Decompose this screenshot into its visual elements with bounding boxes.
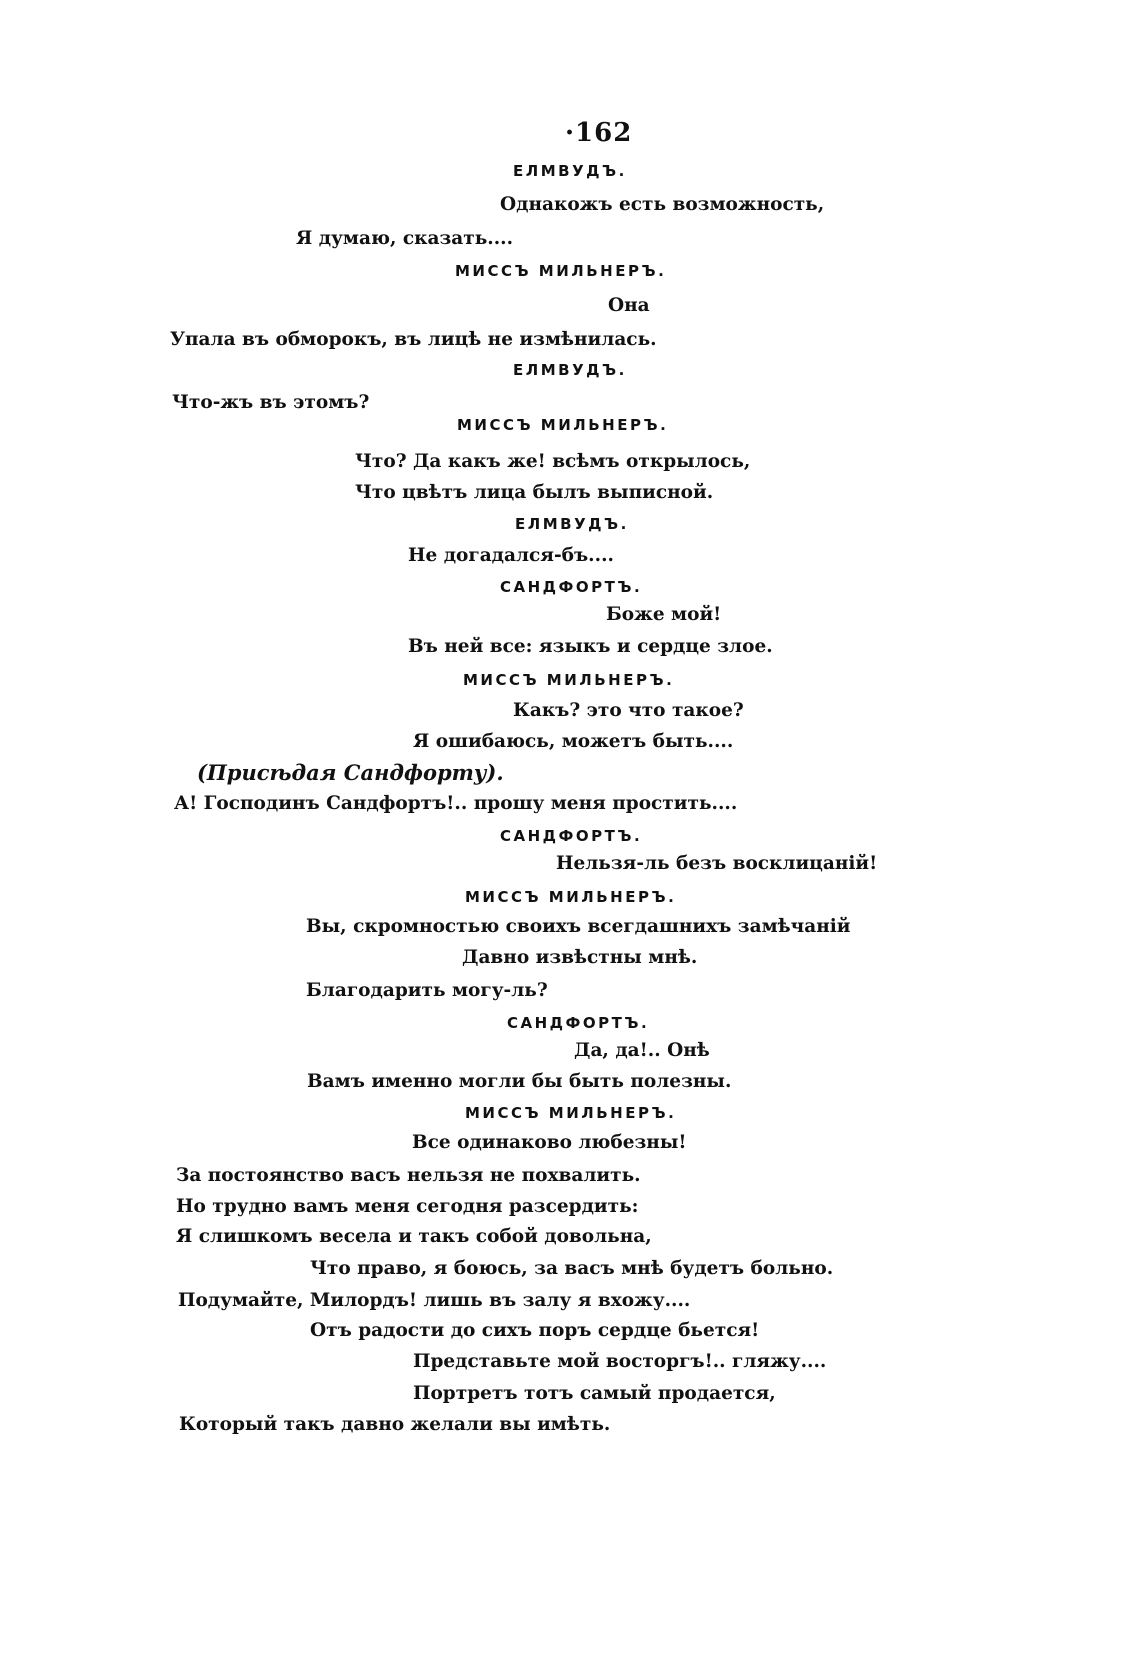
verse-line: Отъ радости до сихъ поръ сердце бьется! (310, 1320, 760, 1341)
verse-line: Вамъ именно могли бы быть полезны. (307, 1071, 732, 1092)
page-number: ·162 (565, 118, 633, 148)
verse-line: Въ ней все: языкъ и сердце злое. (408, 636, 773, 657)
speaker-name: ЕЛМВУДЪ. (513, 162, 627, 180)
verse-line: Упала въ обморокъ, въ лицѣ не измѣнилась. (170, 329, 657, 350)
speaker-name: ЕЛМВУДЪ. (513, 361, 627, 379)
verse-line: Портретъ тотъ самый продается, (413, 1383, 776, 1404)
verse-line: Боже мой! (606, 604, 722, 625)
speaker-name: МИССЪ МИЛЬНЕРЪ. (455, 262, 667, 280)
speaker-name: МИССЪ МИЛЬНЕРЪ. (465, 888, 677, 906)
verse-line: Какъ? это что такое? (513, 700, 744, 721)
verse-line: Представьте мой восторгъ!.. гляжу.... (413, 1351, 827, 1372)
verse-line: Однакожъ есть возможность, (500, 194, 825, 215)
verse-line: Что-жъ въ этомъ? (172, 392, 370, 413)
verse-line: Благодарить могу-ль? (306, 980, 548, 1001)
verse-line: Что право, я боюсь, за васъ мнѣ будетъ больно. (310, 1258, 834, 1279)
verse-line: Я думаю, сказать.... (296, 228, 514, 249)
verse-line: Что? Да какъ же! всѣмъ открылось, (355, 451, 751, 472)
speaker-name: САНДФОРТЪ. (500, 827, 643, 845)
verse-line: Она (608, 295, 650, 316)
speaker-name: МИССЪ МИЛЬНЕРЪ. (463, 671, 675, 689)
verse-line: За постоянство васъ нельзя не похвалить. (176, 1165, 641, 1186)
verse-line: Что цвѣтъ лица былъ выписной. (355, 482, 714, 503)
verse-line: Подумайте, Милордъ! лишь въ залу я вхожу.... (178, 1290, 691, 1311)
verse-line: Вы, скромностью своихъ всегдашнихъ замѣчаній (306, 916, 851, 937)
verse-line: Все одинаково любезны! (412, 1132, 687, 1153)
verse-line: Который такъ давно желали вы имѣть. (179, 1414, 611, 1435)
verse-line: Нельзя-ль безъ восклицаній! (556, 853, 878, 874)
speaker-name: МИССЪ МИЛЬНЕРЪ. (457, 416, 669, 434)
speaker-name: ЕЛМВУДЪ. (515, 515, 629, 533)
verse-line: Давно извѣстны мнѣ. (462, 947, 698, 968)
verse-line: Но трудно вамъ меня сегодня разсердить: (176, 1196, 639, 1217)
speaker-name: САНДФОРТЪ. (507, 1014, 650, 1032)
verse-line: Да, да!.. Онѣ (574, 1040, 710, 1061)
stage-direction: (Присѣдая Сандфорту). (197, 760, 504, 785)
verse-line: Я слишкомъ весела и такъ собой довольна, (176, 1226, 652, 1247)
verse-line: Не догадался-бъ.... (408, 545, 614, 566)
verse-line: А! Господинъ Сандфортъ!.. прошу меня простить.... (174, 793, 738, 814)
verse-line: Я ошибаюсь, можетъ быть.... (413, 731, 734, 752)
speaker-name: САНДФОРТЪ. (500, 578, 643, 596)
speaker-name: МИССЪ МИЛЬНЕРЪ. (465, 1104, 677, 1122)
